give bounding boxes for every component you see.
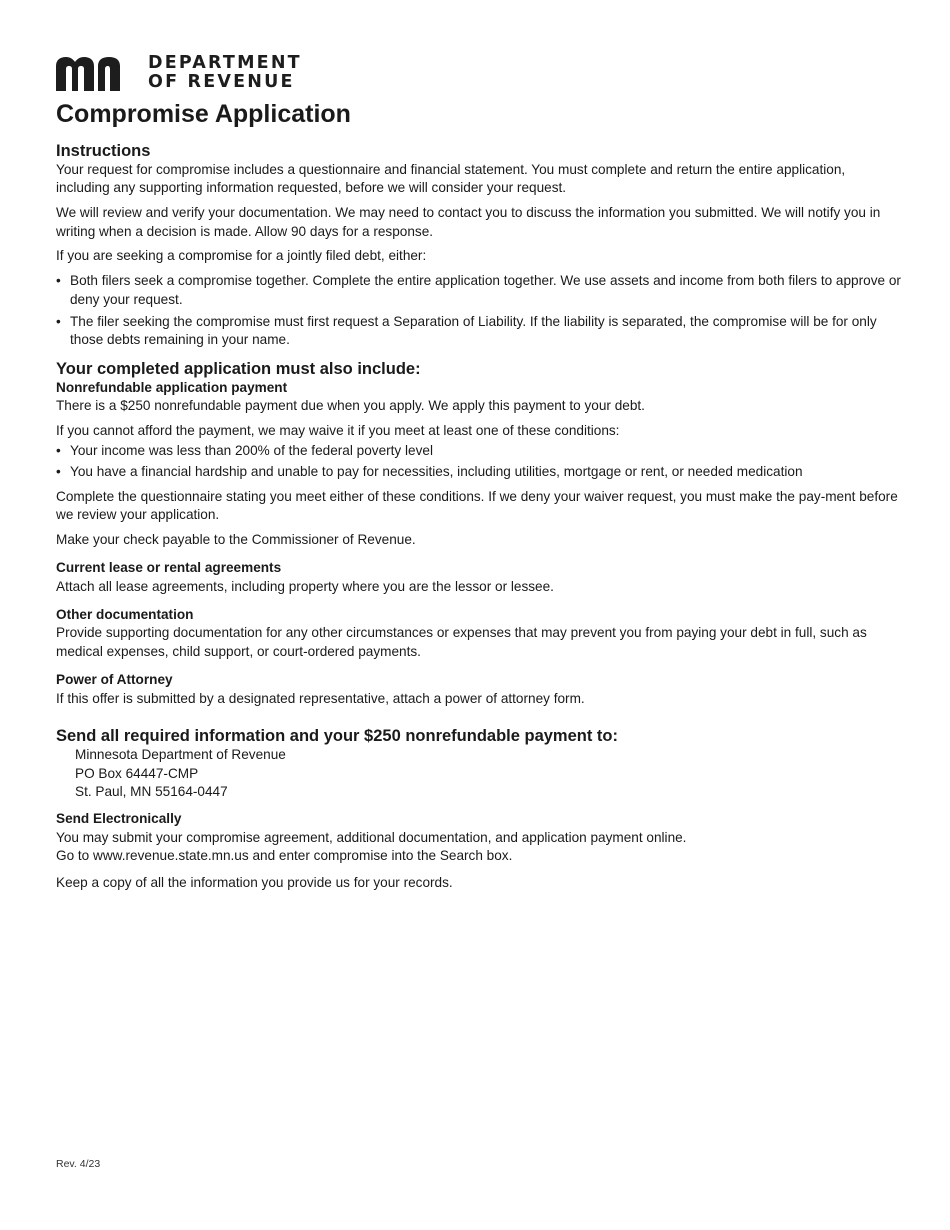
payment-paragraph-4: Make your check payable to the Commissioner of Revenue. [56, 531, 416, 547]
form-content [56, 141, 901, 898]
instructions-heading: Instructions [56, 142, 151, 160]
other-documentation-paragraph: Provide supporting documentation for any other circumstances or expenses that may prevent you from paying your debt in full, such as medical expenses, child support, or court-ordered payments. [56, 625, 867, 659]
address-line: St. Paul, MN 55164-0447 [75, 783, 228, 799]
logo-line-1: DEPARTMENT [148, 53, 302, 73]
instructions-paragraph-1: Your request for compromise includes a questionnaire and financial statement. You must complete and return the entire application, including any supporting information requested, before we will consider your request. [56, 162, 846, 196]
payment-paragraph-3: Complete the questionnaire stating you meet either of these conditions. If we deny your waiver request, you must make the pay-ment before we review your application. [56, 488, 898, 523]
list-item: • The filer seeking the compromise must first request a Separation of Liability. If the liability is separated, the compromise will be for only those debts remaining in your name. [56, 313, 901, 350]
address-line: PO Box 64447-CMP [75, 765, 199, 781]
power-of-attorney-paragraph: If this offer is submitted by a designated representative, attach a power of attorney form. [56, 690, 585, 706]
department-logo [56, 53, 302, 92]
electronic-paragraph-1: You may submit your compromise agreement, additional documentation, and application payment online. [56, 829, 687, 845]
logo-line-2: OF REVENUE [148, 72, 295, 92]
list-item: • Your income was less than 200% of the federal poverty level [56, 442, 901, 460]
payment-heading: Nonrefundable application payment [56, 379, 288, 395]
mailing-address [56, 746, 901, 801]
instructions-paragraph-3: If you are seeking a compromise for a jointly filed debt, either: [56, 248, 427, 264]
joint-debt-options [56, 272, 901, 350]
revision-date: Rev. 4/23 [56, 1158, 101, 1170]
list-item: • You have a financial hardship and unable to pay for necessities, including utilities, mortgage or rent, or needed medication [56, 463, 901, 481]
address-line: Minnesota Department of Revenue [75, 747, 286, 763]
payment-paragraph-1: There is a $250 nonrefundable payment due when you apply. We apply this payment to your debt. [56, 398, 645, 414]
lease-heading: Current lease or rental agreements [56, 560, 282, 576]
logo-wordmark [148, 54, 302, 92]
list-item: • Both filers seek a compromise together. Complete the entire application together. We use assets and income from both filers to approve or deny your request. [56, 272, 901, 309]
send-heading: Send all required information and your $250 nonrefundable payment to: [56, 727, 618, 746]
mn-logo-mark-icon [56, 55, 136, 91]
electronic-paragraph-2: Go to www.revenue.state.mn.us and enter compromise into the Search box. [56, 848, 513, 864]
instructions-paragraph-2: We will review and verify your documentation. We may need to contact you to discuss the information you submitted. We will notify you in writing when a decision is made. Allow 90 days for a response. [56, 205, 881, 239]
include-heading: Your completed application must also include: [56, 359, 421, 378]
other-documentation-heading: Other documentation [56, 607, 194, 623]
page-title: Compromise Application [56, 100, 351, 128]
payment-paragraph-2: If you cannot afford the payment, we may waive it if you meet at least one of these conditions: [56, 423, 620, 439]
keep-copy-note: Keep a copy of all the information you provide us for your records. [56, 874, 453, 890]
power-of-attorney-heading: Power of Attorney [56, 672, 173, 688]
waiver-conditions [56, 442, 901, 481]
lease-paragraph: Attach all lease agreements, including property where you are the lessor or lessee. [56, 578, 554, 594]
send-electronically-heading: Send Electronically [56, 811, 182, 827]
